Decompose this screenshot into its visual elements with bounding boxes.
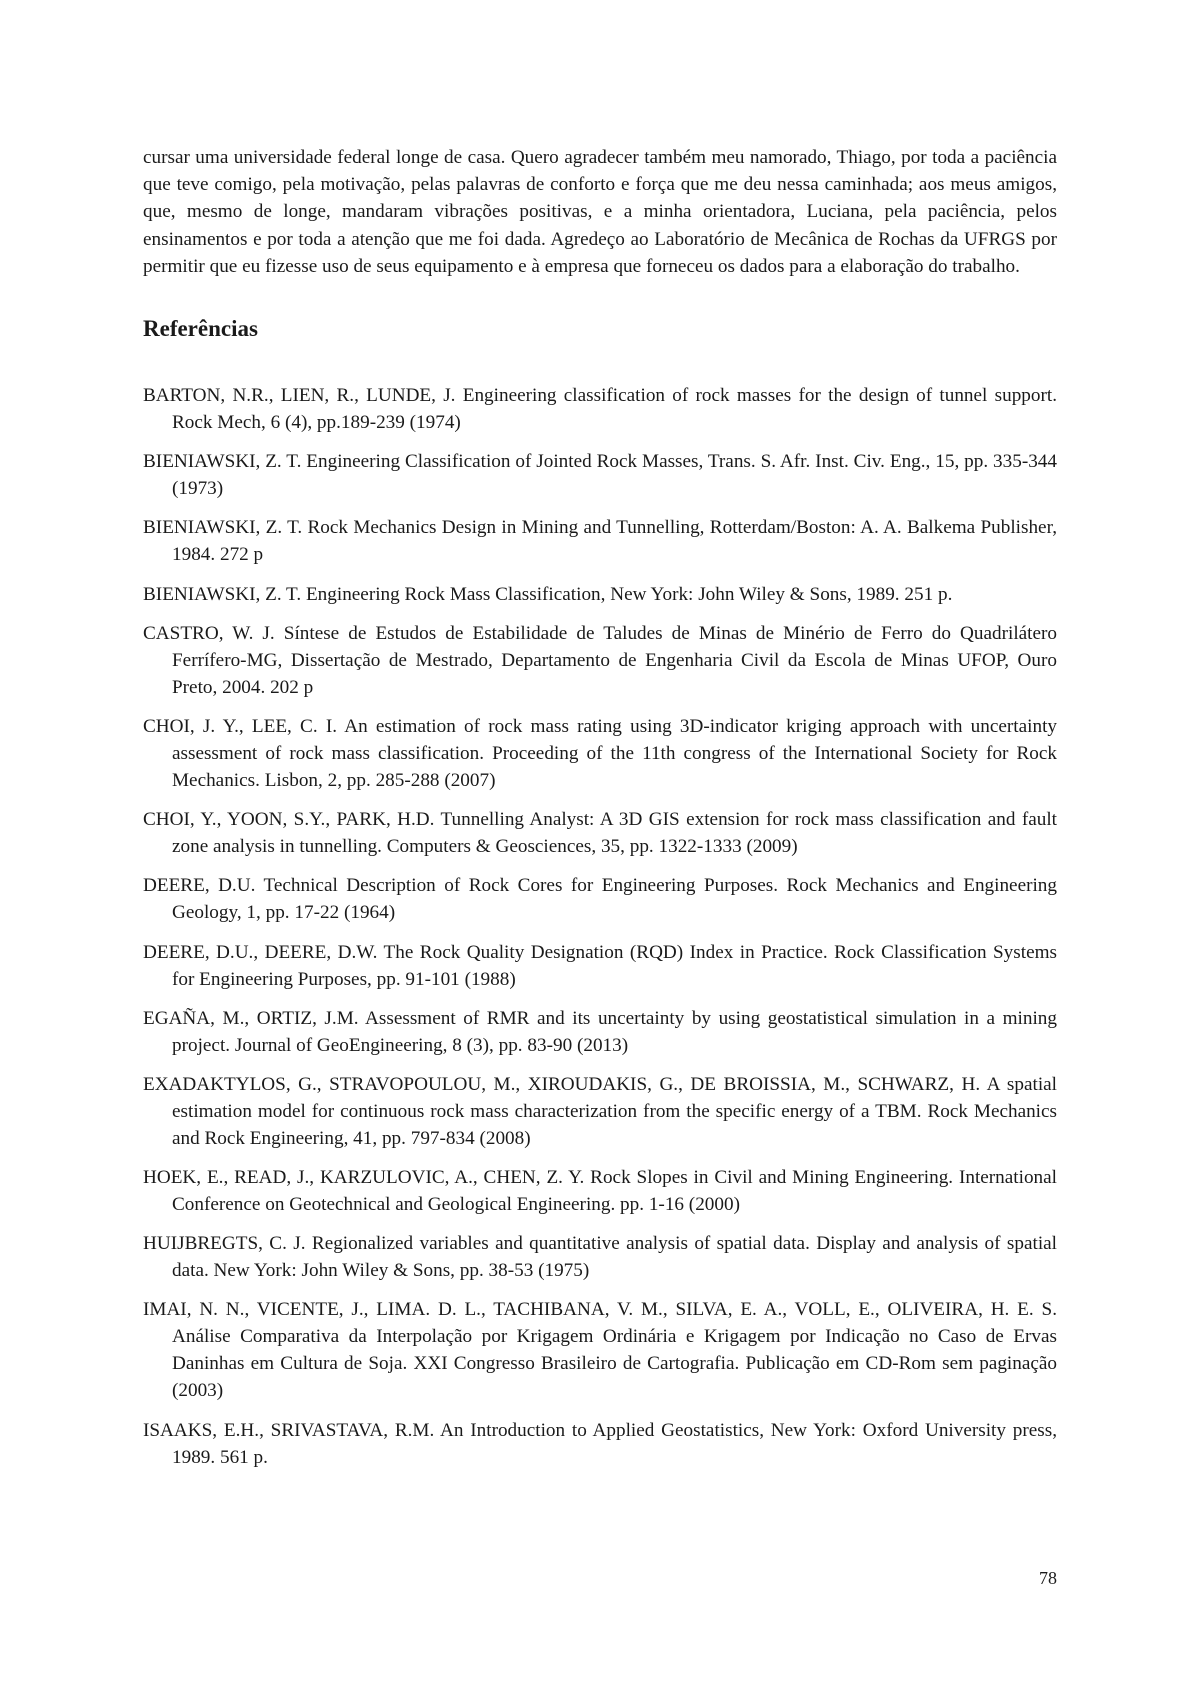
- reference-item: BIENIAWSKI, Z. T. Engineering Rock Mass Classification, New York: John Wiley & Sons, 1989. 251 p.: [143, 583, 953, 605]
- reference-item: EGAÑA, M., ORTIZ, J.M. Assessment of RMR and its uncertainty by using geostatistical simulation in a mining project. Journal of GeoEngineering, 8 (3), pp. 83-90 (2013): [143, 1007, 1057, 1056]
- reference-item: HUIJBREGTS, C. J. Regionalized variables and quantitative analysis of spatial data. Display and analysis of spatial data. New York: John Wiley & Sons, pp. 38-53 (1975): [143, 1233, 1057, 1282]
- reference-item: IMAI, N. N., VICENTE, J., LIMA. D. L., TACHIBANA, V. M., SILVA, E. A., VOLL, E., OLIVEIRA, H. E. S. Análise Comparativa da Interpolação por Krigagem Ordinária e Krigagem por Indicação no Caso de Ervas Daninhas em Cultura de Soja. XXI Congresso Brasileiro de Cartografia. Publicação em CD-Rom sem paginação (2003): [143, 1299, 1057, 1402]
- reference-item: CHOI, Y., YOON, S.Y., PARK, H.D. Tunnelling Analyst: A 3D GIS extension for rock mass classification and fault zone analysis in tunnelling. Computers & Geosciences, 35, pp. 1322-1333 (2009): [143, 809, 1057, 858]
- reference-item: EXADAKTYLOS, G., STRAVOPOULOU, M., XIROUDAKIS, G., DE BROISSIA, M., SCHWARZ, H. A spatial estimation model for continuous rock mass characterization from the specific energy of a TBM. Rock Mechanics and Rock Engineering, 41, pp. 797-834 (2008): [143, 1073, 1057, 1149]
- page-number: 78: [1039, 1568, 1057, 1588]
- reference-item: CHOI, J. Y., LEE, C. I. An estimation of rock mass rating using 3D-indicator kriging approach with uncertainty assessment of rock mass classification. Proceeding of the 11th congress of the International Society for Rock Mechanics. Lisbon, 2, pp. 285-288 (2007): [143, 715, 1057, 791]
- acknowledgements-paragraph: cursar uma universidade federal longe de casa. Quero agradecer também meu namorado, Thiago, por toda a paciência que teve comigo, pela motivação, pelas palavras de conforto e força que me deu nessa caminhada; aos meus amigos, que, mesmo de longe, mandaram vibrações positivas, e a minha orientadora, Luciana, pela paciência, pelos ensinamentos e por toda a atenção que me foi dada. Agredeço ao Laboratório de Mecânica de Rochas da UFRGS por permitir que eu fizesse uso de seus equipamento e à empresa que forneceu os dados para a elaboração do trabalho.: [143, 147, 1057, 277]
- reference-item: DEERE, D.U., DEERE, D.W. The Rock Quality Designation (RQD) Index in Practice. Rock Classification Systems for Engineering Purposes, pp. 91-101 (1988): [143, 941, 1057, 990]
- section-heading: Referências: [143, 316, 258, 342]
- reference-item: BIENIAWSKI, Z. T. Engineering Classification of Jointed Rock Masses, Trans. S. Afr. Inst. Civ. Eng., 15, pp. 335-344 (1973): [143, 451, 1057, 500]
- page-content: [143, 144, 1057, 1483]
- reference-list: [143, 382, 1057, 1471]
- reference-item: CASTRO, W. J. Síntese de Estudos de Estabilidade de Taludes de Minas de Minério de Ferro do Quadrilátero Ferrífero-MG, Dissertação de Mestrado, Departamento de Engenharia Civil da Escola de Minas UFOP, Ouro Preto, 2004. 202 p: [143, 622, 1057, 698]
- reference-item: DEERE, D.U. Technical Description of Rock Cores for Engineering Purposes. Rock Mechanics and Engineering Geology, 1, pp. 17-22 (1964): [143, 875, 1057, 924]
- reference-item: BIENIAWSKI, Z. T. Rock Mechanics Design in Mining and Tunnelling, Rotterdam/Boston: A. A. Balkema Publisher, 1984. 272 p: [143, 517, 1057, 566]
- reference-item: HOEK, E., READ, J., KARZULOVIC, A., CHEN, Z. Y. Rock Slopes in Civil and Mining Engineering. International Conference on Geotechnical and Geological Engineering. pp. 1-16 (2000): [143, 1167, 1057, 1216]
- reference-item: ISAAKS, E.H., SRIVASTAVA, R.M. An Introduction to Applied Geostatistics, New York: Oxford University press, 1989. 561 p.: [143, 1419, 1057, 1468]
- reference-item: BARTON, N.R., LIEN, R., LUNDE, J. Engineering classification of rock masses for the design of tunnel support. Rock Mech, 6 (4), pp.189-239 (1974): [143, 385, 1057, 434]
